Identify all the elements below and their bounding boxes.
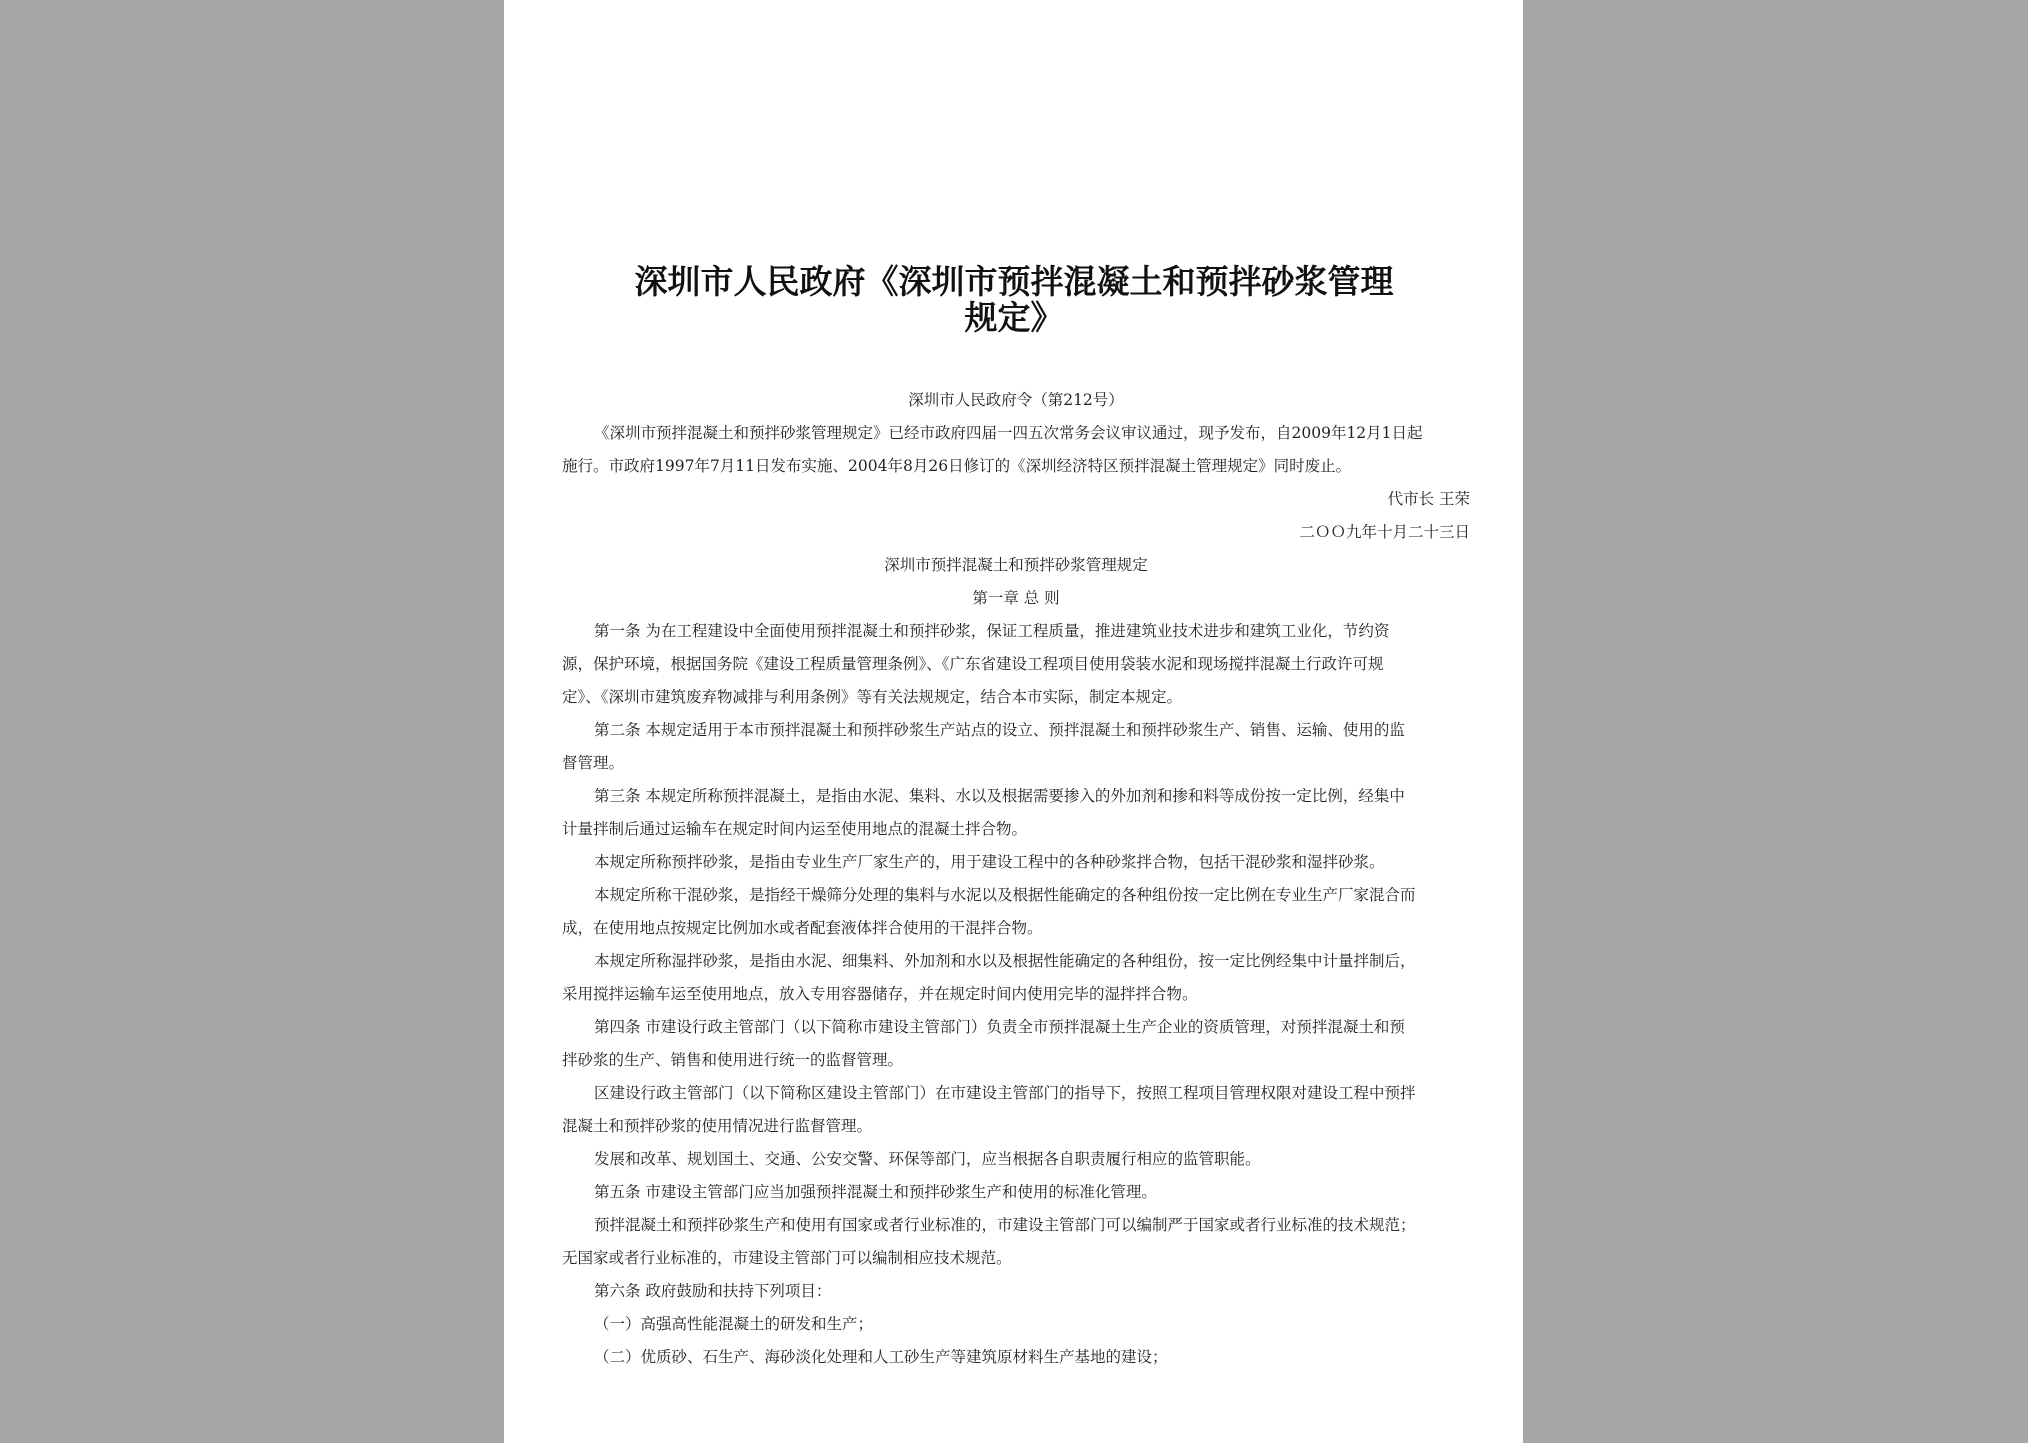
document-title-line-1: 深圳市人民政府《深圳市预拌混凝土和预拌砂浆管理 [634,262,1394,301]
order-number: 深圳市人民政府令（第212号） [908,391,1124,409]
chapter-title: 第一章 总 则 [972,589,1060,607]
paragraph-line: 本规定所称干混砂浆，是指经干燥筛分处理的集料与水泥以及根据性能确定的各种组份按一定比例在专业生产厂家混合而 [594,886,1416,904]
paragraph-line: （二）优质砂、石生产、海砂淡化处理和人工砂生产等建筑原材料生产基地的建设； [594,1348,1168,1366]
intro-line-1: 《深圳市预拌混凝土和预拌砂浆管理规定》已经市政府四届一四五次常务会议审议通过，现予发布，自2009年12月1日起 [594,424,1423,442]
paragraph-line: 定》、《深圳市建筑废弃物减排与利用条例》等有关法规规定，结合本市实际，制定本规定。 [562,688,1183,706]
paragraph-line: （一）高强高性能混凝土的研发和生产； [594,1315,874,1333]
paragraph-line: 第二条 本规定适用于本市预拌混凝土和预拌砂浆生产站点的设立、预拌混凝土和预拌砂浆生产、销售、运输、使用的监 [594,721,1405,739]
paragraph-line: 混凝土和预拌砂浆的使用情况进行监督管理。 [562,1117,873,1135]
intro-line-2: 施行。市政府1997年7月11日发布实施、2004年8月26日修订的《深圳经济特区预拌混凝土管理规定》同时废止。 [562,457,1352,475]
paragraph-line: 第四条 市建设行政主管部门（以下简称市建设主管部门）负责全市预拌混凝土生产企业的资质管理，对预拌混凝土和预 [594,1018,1405,1036]
document-page [504,0,1523,1443]
paragraph-line: 本规定所称湿拌砂浆，是指由水泥、细集料、外加剂和水以及根据性能确定的各种组份，按一定比例经集中计量拌制后， [594,952,1416,970]
paragraph-line: 源，保护环境，根据国务院《建设工程质量管理条例》、《广东省建设工程项目使用袋装水泥和现场搅拌混凝土行政许可规 [562,655,1384,673]
paragraph-line: 发展和改革、规划国土、交通、公安交警、环保等部门，应当根据各自职责履行相应的监管职能。 [594,1150,1261,1168]
paragraph-line: 预拌混凝土和预拌砂浆生产和使用有国家或者行业标准的，市建设主管部门可以编制严于国家或者行业标准的技术规范； [594,1216,1416,1234]
paragraph-line: 区建设行政主管部门（以下简称区建设主管部门）在市建设主管部门的指导下，按照工程项目管理权限对建设工程中预拌 [594,1084,1416,1102]
regulation-title: 深圳市预拌混凝土和预拌砂浆管理规定 [884,556,1148,574]
signature: 代市长 王荣 [1387,490,1470,508]
paragraph-line: 第六条 政府鼓励和扶持下列项目： [594,1282,832,1300]
paragraph-line: 计量拌制后通过运输车在规定时间内运至使用地点的混凝土拌合物。 [562,820,1028,838]
paragraph-line: 采用搅拌运输车运至使用地点，放入专用容器储存，并在规定时间内使用完毕的湿拌拌合物。 [562,985,1198,1003]
paragraph-line: 成，在使用地点按规定比例加水或者配套液体拌合使用的干混拌合物。 [562,919,1043,937]
paragraph-line: 第三条 本规定所称预拌混凝土，是指由水泥、集料、水以及根据需要掺入的外加剂和掺和料等成份按一定比例，经集中 [594,787,1405,805]
paragraph-line: 本规定所称预拌砂浆，是指由专业生产厂家生产的，用于建设工程中的各种砂浆拌合物，包括干混砂浆和湿拌砂浆。 [594,853,1385,871]
paragraph-line: 督管理。 [562,754,625,772]
paragraph-line: 第一条 为在工程建设中全面使用预拌混凝土和预拌砂浆，保证工程质量，推进建筑业技术进步和建筑工业化，节约资 [594,622,1390,640]
paragraph-line: 无国家或者行业标准的，市建设主管部门可以编制相应技术规范。 [562,1249,1012,1267]
document-title-line-2: 规定》 [964,298,1064,337]
paragraph-line: 第五条 市建设主管部门应当加强预拌混凝土和预拌砂浆生产和使用的标准化管理。 [594,1183,1157,1201]
issue-date: 二ＯＯ九年十月二十三日 [1299,523,1470,541]
paragraph-line: 拌砂浆的生产、销售和使用进行统一的监督管理。 [562,1051,904,1069]
